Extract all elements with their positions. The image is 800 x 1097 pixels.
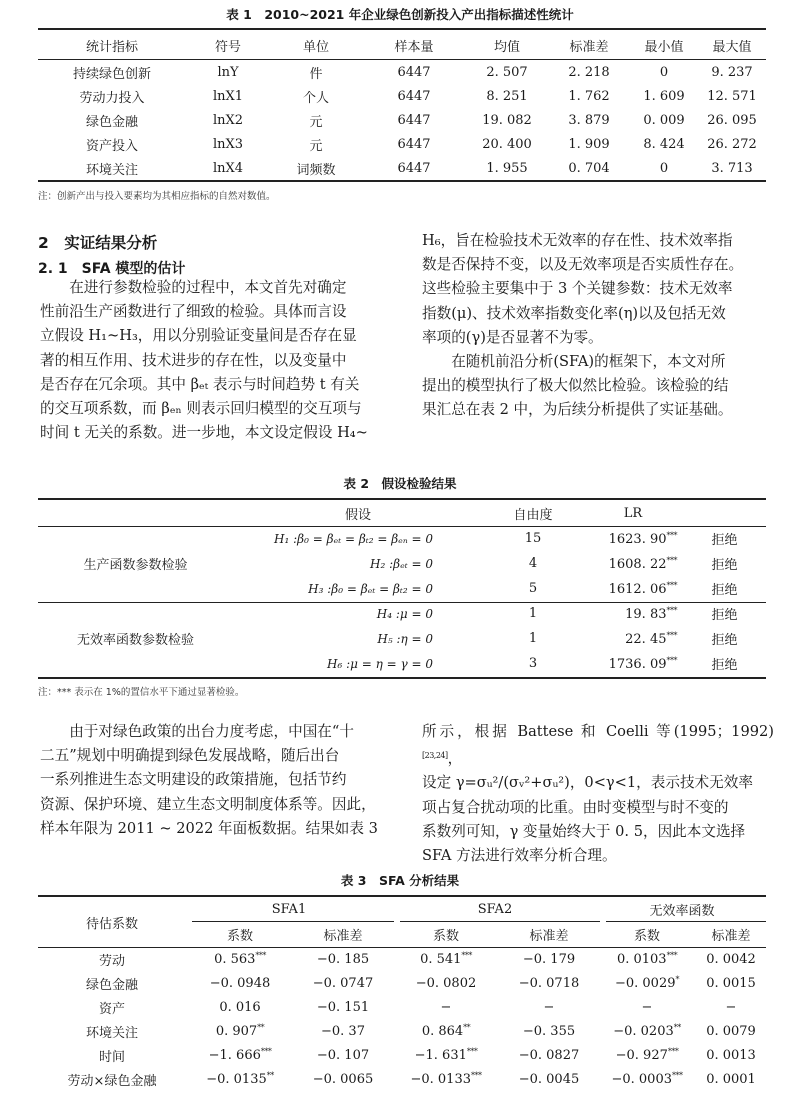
table3-stub-header: 待估系数 [85,916,138,932]
table3-value: 0. 0013 [706,1047,756,1063]
table1-cell: 件 [309,66,323,82]
table2-hypothesis: H₅ :η = 0 [377,631,433,646]
table3-row-label: 劳动×绿色金融 [67,1073,157,1089]
table1-cell: 绿色金融 [85,114,138,130]
table3-cell [598,995,696,1019]
table3-group-header: 无效率函数 [649,903,715,919]
table3-row-label: 时间 [98,1049,125,1065]
significance-stars: *** [461,951,472,960]
table3-cell [294,995,392,1019]
table3-row-label: 绿色金融 [85,977,138,993]
text-line: 项占复合扰动项的比重。由时变模型与时不变的 [422,798,729,816]
table3-value: −0. 0135 [206,1072,267,1087]
table2-header: 自由度 [513,507,553,523]
table3-cell [186,1043,294,1067]
text-line: 由于对绿色政策的出台力度考虑，中国在“十 [69,723,354,740]
table3-value: −0. 107 [316,1047,370,1063]
table2-hypothesis: H₂ :βₑₜ = 0 [370,556,433,571]
table3-value: −0. 0802 [415,975,477,991]
table3-value: −0. 185 [316,951,370,967]
table3-value: 0. 016 [219,999,261,1015]
significance-stars: *** [666,605,677,615]
table3-group-header: SFA1 [271,901,307,917]
table1-cell: 0 [659,64,669,80]
table1-cell: 26. 095 [707,112,757,128]
text-line: 立假设 H₁~H₃，用以分别验证变量间是否存在显 [40,327,357,345]
table2-header-row [38,500,766,526]
table2-df: 4 [528,556,538,571]
table3-value: −0. 0948 [209,975,271,991]
table3-group-rule-ineff [606,921,766,922]
table3-value: −0. 0133 [410,1072,471,1087]
table3-cell [500,971,598,995]
table3-cell [598,971,696,995]
table3-value: 0. 0015 [706,975,756,991]
table3-sub-header: 系数 [226,928,253,944]
table3-value: −1. 666 [208,1048,261,1063]
table3-cell [392,1019,500,1043]
table3-row [38,971,766,995]
significance-stars: ** [463,1023,471,1032]
table3-sub-header: 系数 [432,928,459,944]
table1-header: 最小值 [644,39,684,55]
significance-stars: *** [471,1071,482,1080]
table3-cell [294,971,392,995]
table3-group-rule-sfa2 [400,921,600,922]
table1-cell: 词频数 [296,162,336,178]
section-title: 2 实证结果分析 [38,234,158,252]
table3-value: 0. 0079 [706,1023,756,1039]
table1-cell: 8. 424 [643,136,685,152]
table3-cell [186,1067,294,1091]
table2-result: 拒绝 [711,658,738,673]
table1-cell: lnX1 [212,88,244,104]
table2-result: 拒绝 [711,533,738,548]
table3-value: −0. 0029 [614,976,676,991]
table3-group-rule-sfa1 [192,921,394,922]
significance-stars: * [675,975,679,984]
table3-cell [392,947,500,971]
table3-row [38,1067,766,1091]
table3-cell [186,1019,294,1043]
table3 [38,897,766,1091]
table3-cell [500,947,598,971]
significance-stars: *** [260,1047,272,1056]
table1-cell: 26. 272 [707,136,757,152]
table3-value: −0. 927 [615,1048,668,1063]
table3-value: −0. 0827 [518,1047,580,1063]
table2-lr-value: 1608. 22 [608,556,667,572]
table3-row [38,995,766,1019]
table2-bottom-rule [38,677,766,679]
text-span: ， [447,750,463,768]
table3-value: 0. 541 [420,952,462,967]
table2-result: 拒绝 [711,608,738,623]
table2-lr [583,601,683,626]
text-line: 数是否保持不变，以及无效率项是否实质性存在。 [422,256,744,274]
table2-lr-value: 22. 45 [625,631,667,647]
table3-group-header-row [38,897,766,921]
table1-header: 样本量 [394,39,434,55]
text-line: 系数列可知，γ 变量始终大于 0. 5，因此本文选择 [422,822,746,840]
significance-stars: *** [666,530,677,540]
table1-note: 注：创新产出与投入要素均为其相应指标的自然对数值。 [38,191,276,202]
table2-group-label: 无效率函数参数检验 [76,633,194,648]
significance-stars: ** [257,1023,265,1032]
table3-sub-header: 系数 [633,928,660,944]
table3-value: 0. 864 [421,1024,464,1039]
table1-cell: 3. 879 [568,112,610,128]
table2-header: 假设 [344,507,371,523]
text-line: 二五”规划中明确提到绿色发展战略，随后出台 [40,747,340,765]
table1-cell: 2. 218 [568,64,610,80]
table1-cell: 20. 400 [482,136,532,152]
table2-header-rule [38,526,766,527]
table2-df: 5 [528,581,538,596]
table1-cell: 6447 [397,112,431,128]
table1-cell: lnX3 [212,136,244,152]
table1-caption: 表 1 2010~2021 年企业绿色创新投入产出指标描述性统计 [226,7,574,22]
table2-result: 拒绝 [711,558,738,573]
table3-cell [696,995,766,1019]
table2-result: 拒绝 [711,583,738,598]
significance-stars: *** [666,630,677,640]
table1-cell: 资产投入 [85,138,138,154]
significance-stars: *** [466,1047,478,1056]
text-line: 果汇总在表 2 中，为后续分析提供了实证基础。 [422,401,733,419]
table1-cell: 1. 609 [643,88,685,104]
table3-value: −0. 37 [321,1023,365,1039]
table3-value: −0. 151 [316,999,370,1015]
significance-stars: ** [266,1071,274,1080]
table2-header-result [683,500,766,526]
table1-header-rule [38,59,766,60]
table3-cell [392,971,500,995]
significance-stars: *** [666,580,677,590]
table3-cell [500,1019,598,1043]
table3-cell [392,1067,500,1091]
table1-cell: 1. 762 [568,88,610,104]
significance-stars: ** [673,1023,681,1032]
table3-row-label: 环境关注 [85,1025,138,1041]
text-line: 时间 t 无关的系数。进一步地，本文设定假设 H₄~ [40,424,368,442]
text-line: SFA 方法进行效率分析合理。 [422,847,617,865]
table3-sub-header: 标准差 [323,928,363,944]
table1-header: 均值 [493,39,520,55]
table3-cell [294,1067,392,1091]
text-line: 设定 γ=σᵤ²/(σᵥ²+σᵤ²)，0<γ<1，表示技术无效率 [422,774,753,792]
table3-cell [294,1019,392,1043]
table2-caption: 表 2 假设检验结果 [343,476,457,491]
table3-value: − [543,999,555,1015]
table1-cell: 持续绿色创新 [72,66,151,82]
table3-cell [186,971,294,995]
table1-cell: 0. 704 [568,160,610,176]
significance-stars: *** [666,655,677,665]
text-line: 指数(μ)、技术效率指数变化率(η)以及包括无效 [422,304,726,322]
table1-header: 标准差 [569,39,609,55]
table3-sub-header: 标准差 [529,928,569,944]
table3-cell [392,995,500,1019]
table3-value: −0. 0003 [611,1072,672,1087]
table1-cell: 8. 251 [486,88,528,104]
table1-cell: lnY [217,64,239,80]
table1-header: 最大值 [712,39,752,55]
table2-note: 注：*** 表示在 1%的置信水平下通过显著检验。 [38,687,245,698]
significance-stars: *** [666,555,677,565]
table1-row [38,60,766,84]
table2-df: 15 [524,531,542,546]
table2-lr-value: 19. 83 [625,606,667,622]
table3-value: −0. 0065 [312,1071,374,1087]
citation-superscript: [23,24] [422,751,448,761]
table3-cell [598,1019,696,1043]
table1-cell: 1. 955 [486,160,528,176]
table1-cell: 3. 713 [711,160,753,176]
table1-cell: 0 [659,160,669,176]
table3-value: 0. 907 [215,1024,258,1039]
table3-value: 0. 0042 [706,951,756,967]
table1-cell: 劳动力投入 [79,90,145,106]
table1-bottom-rule [38,180,766,182]
table3-value: −0. 0747 [312,975,374,991]
text-line: 率项的(γ)是否显著不为零。 [422,328,603,346]
table1-cell: 6447 [397,64,431,80]
table3-cell [392,1043,500,1067]
text-line: 的交互项系数，而 βₑₙ 则表示回归模型的交互项与 [40,400,362,418]
table3-value: − [440,999,452,1015]
table3-group-header: SFA2 [477,901,513,917]
table1-cell: 9. 237 [711,64,753,80]
table1-cell: lnX2 [212,112,244,128]
table3-cell [696,1019,766,1043]
table1-header: 符号 [214,39,241,55]
table2-hypothesis: H₄ :μ = 0 [376,606,433,621]
table1-cell: 2. 507 [486,64,528,80]
text-line: 在进行参数检验的过程中，本文首先对确定 [69,279,347,296]
text-line: 著的相互作用、技术进步的存在性，以及变量中 [40,351,347,369]
table2-lr [583,576,683,601]
table3-row [38,1019,766,1043]
table3-row-label: 资产 [98,1001,125,1017]
table2-result: 拒绝 [711,633,738,648]
significance-stars: *** [672,1071,683,1080]
table2-lr [583,626,683,651]
table2-lr-value: 1623. 90 [608,531,667,547]
table3-row [38,947,766,971]
table2-df: 1 [528,631,538,646]
table2-lr [583,526,683,551]
table2-header: LR [623,505,643,521]
table3-sub-header: 标准差 [711,928,751,944]
table3-cell [696,971,766,995]
table1-cell: lnX4 [212,160,244,176]
table1-cell: 元 [309,114,323,130]
table1-cell: 6447 [397,136,431,152]
table3-cell [500,1067,598,1091]
table1-row [38,108,766,132]
table3-value: 0. 563 [214,952,256,967]
text-line: 这些检验主要集中于 3 个关键参数：技术无效率 [422,280,733,298]
table1-header-row [38,30,766,60]
table3-cell [500,995,598,1019]
text-line: 提出的模型执行了极大似然比检验。该检验的结 [422,377,729,395]
table3-value: −0. 179 [522,951,576,967]
text-line: H₆，旨在检验技术无效率的存在性、技术效率指 [422,232,733,249]
table2-row [38,526,766,551]
table1-cell: 6447 [397,160,431,176]
section2-col2-paragraph [422,229,774,423]
table1-header: 统计指标 [85,39,138,55]
table1-cell: 1. 909 [568,136,610,152]
table3-value: −1. 631 [414,1048,467,1063]
text-line: 是否存在冗余项。其中 βₑₜ 表示与时间趋势 t 有关 [40,375,360,393]
text-line: 一系列推进生态文明建设的政策措施，包括节约 [40,771,347,789]
table3-cell [294,947,392,971]
table1-cell: 0. 009 [643,112,685,128]
table1-row [38,156,766,180]
text-line: 在随机前沿分析(SFA)的框架下，本文对所 [451,353,726,371]
table3-value: − [725,999,737,1015]
table2-hypothesis: H₃ :β₀ = βₑₜ = βₜ₂ = 0 [308,581,433,596]
table1-header: 单位 [302,39,329,55]
table3-value: −0. 0045 [518,1071,580,1087]
table3-cell [598,1067,696,1091]
table2-lr [583,651,683,676]
table3-row-label: 劳动 [98,953,125,969]
text-span: 所示，根据 Battese 和 Coelli 等(1995；1992) [422,723,774,740]
significance-stars: *** [255,951,266,960]
table1-cell: 环境关注 [85,162,138,178]
table3-cell [696,947,766,971]
table3-cell [598,1043,696,1067]
table3-cell [598,947,696,971]
subsection-title: 2. 1 SFA 模型的估计 [38,261,186,277]
table2-group-rule [38,602,766,603]
body2-col1-paragraph [40,720,390,841]
table2-lr-value: 1736. 09 [608,656,667,672]
table2-header-stub [38,500,233,526]
table1-row [38,132,766,156]
table3-value: 0. 0103 [616,952,667,967]
significance-stars: *** [667,1047,679,1056]
table3-cell [696,1043,766,1067]
text-line [422,720,774,771]
text-line: 性前沿生产函数进行了细致的检验。具体而言设 [40,303,347,321]
table2-hypothesis: H₁ :β₀ = βₑₜ = βₜ₂ = βₑₙ = 0 [274,531,433,546]
significance-stars: *** [666,951,678,960]
table2-lr [583,551,683,576]
table1-cell: 元 [309,138,323,154]
table2-df: 1 [528,606,538,621]
table3-cell [186,947,294,971]
section2-col1-paragraph [40,276,390,445]
table3-cell [500,1043,598,1067]
table2-group-label: 生产函数参数检验 [83,558,188,573]
table3-value: − [641,999,653,1015]
table1-cell: 19. 082 [482,112,532,128]
text-line: 样本年限为 2011 ~ 2022 年面板数据。结果如表 3 [40,819,378,837]
table2-df: 3 [528,656,538,671]
text-line: 资源、保护环境、建立生态文明制度体系等。因此， [40,795,376,813]
table3-header-rule [38,947,766,948]
table2-hypothesis: H₆ :μ = η = γ = 0 [327,656,433,671]
table1-cell: 个人 [302,90,329,106]
table2-lr-value: 1612. 06 [608,581,667,597]
table3-cell [294,1043,392,1067]
table3-row [38,1043,766,1067]
table3-value: −0. 0203 [613,1024,674,1039]
table3-caption: 表 3 SFA 分析结果 [340,873,460,888]
table1-cell: 6447 [397,88,431,104]
table1-row [38,84,766,108]
table1-cell: 12. 571 [707,88,757,104]
table2-row [38,601,766,626]
table3-value: −0. 355 [522,1023,576,1039]
table3-value: 0. 0001 [706,1071,756,1087]
table3-cell [696,1067,766,1091]
body2-col2-paragraph [422,720,774,868]
table3-value: −0. 0718 [518,975,580,991]
table3-cell [186,995,294,1019]
table1 [38,30,766,180]
